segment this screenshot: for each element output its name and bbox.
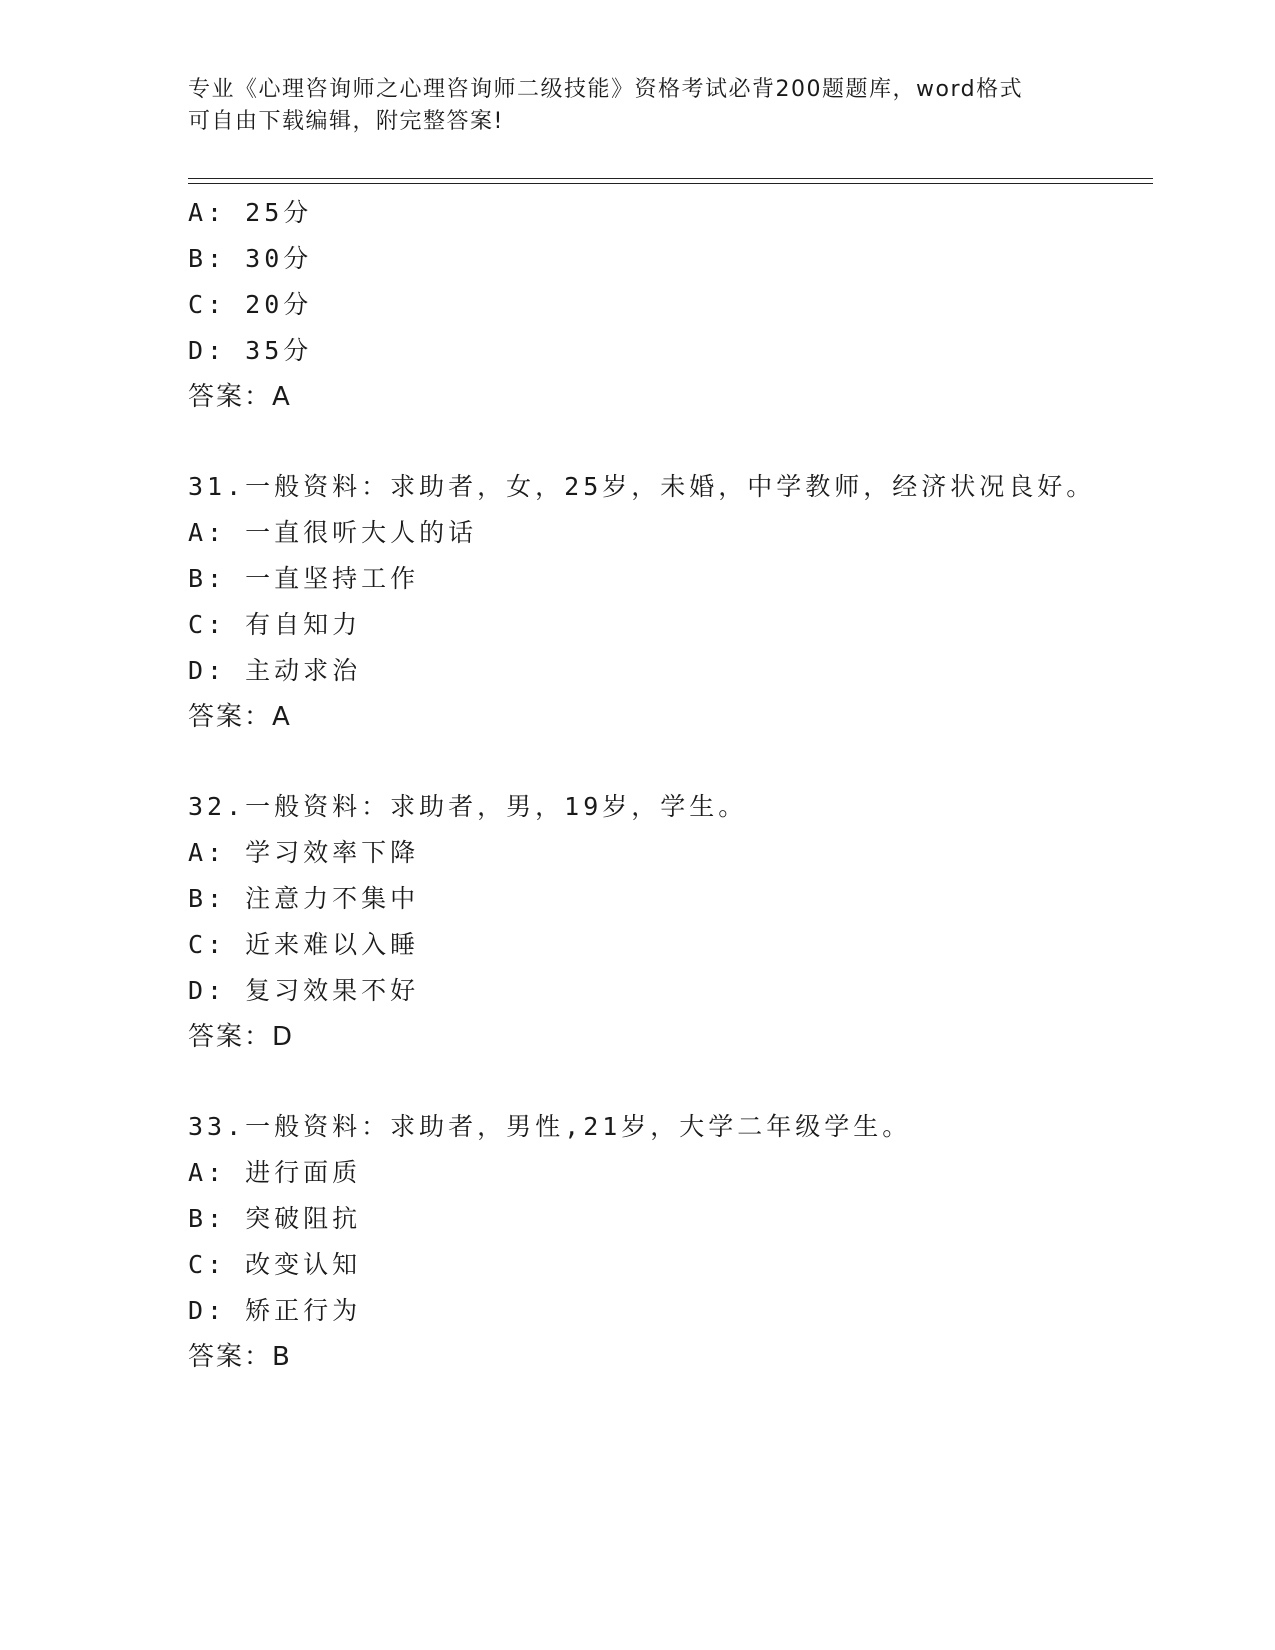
answer-line: 答案：D [188,1022,295,1052]
header-divider-top [188,178,1153,179]
option-c: C: 20分 [188,290,313,319]
option-c: C: 近来难以入睡 [188,930,420,959]
header-line-2: 可自由下载编辑，附完整答案! [188,109,504,134]
option-b: B: 30分 [188,244,313,273]
option-a: A: 进行面质 [188,1158,362,1187]
option-b: B: 一直坚持工作 [188,564,420,593]
answer-line: 答案：A [188,702,292,732]
question-text: 31.一般资料：求助者，女，25岁，未婚，中学教师，经济状况良好。 [188,472,1096,501]
option-d: D: 35分 [188,336,313,365]
question-block [188,1104,1148,1380]
answer-line: 答案：A [188,382,292,412]
answer-line: 答案：B [188,1342,292,1372]
document-header [188,74,1088,138]
option-d: D: 复习效果不好 [188,976,420,1005]
question-block [188,784,1148,1060]
question-text: 32.一般资料：求助者，男，19岁，学生。 [188,792,748,821]
option-d: D: 矫正行为 [188,1296,362,1325]
option-b: B: 注意力不集中 [188,884,420,913]
block-spacer [188,420,1148,464]
option-a: A: 学习效率下降 [188,838,420,867]
option-b: B: 突破阻抗 [188,1204,362,1233]
block-spacer [188,740,1148,784]
option-c: C: 改变认知 [188,1250,362,1279]
option-a: A: 25分 [188,198,313,227]
block-spacer [188,1060,1148,1104]
header-divider-bottom [188,183,1153,184]
question-text: 33.一般资料：求助者，男性,21岁，大学二年级学生。 [188,1112,912,1141]
question-list [188,190,1148,1380]
question-block [188,190,1148,420]
option-d: D: 主动求治 [188,656,362,685]
option-a: A: 一直很听大人的话 [188,518,478,547]
question-block [188,464,1148,740]
option-c: C: 有自知力 [188,610,362,639]
header-line-1: 专业《心理咨询师之心理咨询师二级技能》资格考试必背200题题库，word格式 [188,77,1024,102]
